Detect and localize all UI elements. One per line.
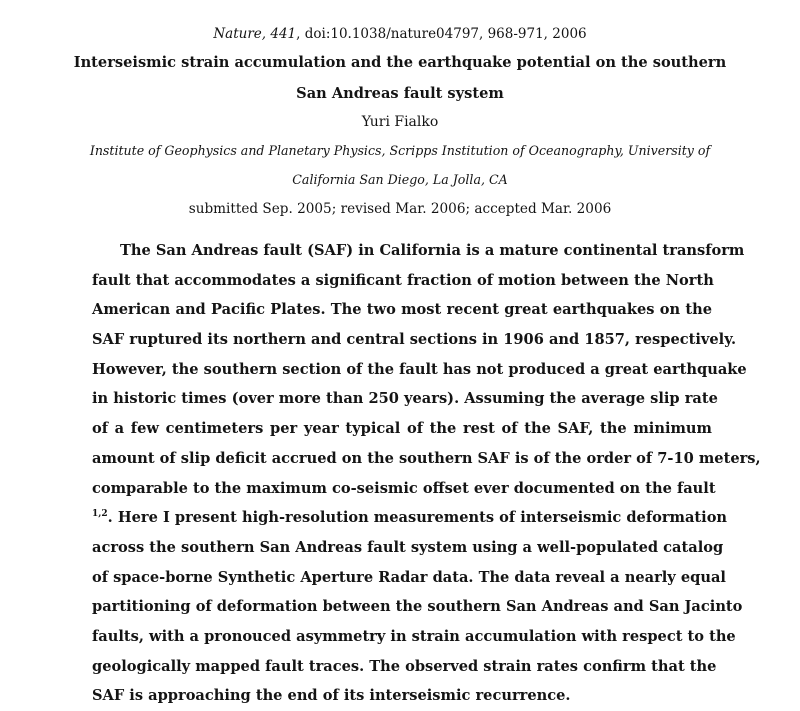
affiliation-line-1: Institute of Geophysics and Planetary Physics, Scripps Institution of Oceanography, University of — [89, 143, 711, 158]
affiliation-line-2: California San Diego, La Jolla, CA — [292, 172, 508, 187]
abstract-line: The San Andreas fault (SAF) in California is a mature continental transform — [120, 242, 745, 259]
submission-dates: submitted Sep. 2005; revised Mar. 2006; accepted Mar. 2006 — [188, 201, 612, 217]
abstract — [92, 236, 761, 711]
abstract-line: fault that accommodates a significant fraction of motion between the North — [92, 271, 714, 289]
abstract-line-last: SAF is approaching the end of its interseismic recurrence. — [92, 687, 571, 705]
abstract-line: comparable to the maximum co-seismic offset ever documented on the fault — [92, 479, 716, 497]
abstract-line: geologically mapped fault traces. The observed strain rates confirm that the — [92, 657, 717, 675]
abstract-line: across the southern San Andreas fault system using a well-populated catalog — [92, 538, 724, 556]
abstract-line: faults, with a pronouced asymmetry in strain accumulation with respect to the — [92, 627, 736, 645]
abstract-line: amount of slip deficit accrued on the southern SAF is of the order of 7-10 meters, — [92, 449, 761, 467]
abstract-line: American and Pacific Plates. The two most recent great earthquakes on the — [92, 301, 712, 319]
abstract-line: in historic times (over more than 250 years). Assuming the average slip rate — [92, 390, 718, 408]
author-name: Yuri Fialko — [361, 114, 439, 130]
abstract-line: of space-borne Synthetic Aperture Radar data. The data reveal a nearly equal — [92, 568, 726, 586]
abstract-line: of a few centimeters per year typical of the rest of the SAF, the minimum — [92, 420, 712, 438]
abstract-line: partitioning of deformation between the southern San Andreas and San Jacinto — [92, 598, 743, 616]
title-line-2: San Andreas fault system — [296, 85, 504, 102]
citation-line — [0, 26, 800, 42]
journal-name: Nature, — [213, 26, 267, 42]
reference-superscript: 1,2 — [92, 509, 108, 520]
abstract-line-with-reference — [92, 503, 728, 533]
abstract-line: SAF ruptured its northern and central sections in 1906 and 1857, respectively. — [92, 331, 737, 349]
abstract-line-rest: . Here I present high-resolution measurements of interseismic deformation — [107, 509, 728, 527]
title-line-1: Interseismic strain accumulation and the earthquake potential on the southern — [73, 54, 727, 71]
journal-volume: 441 — [270, 26, 297, 42]
citation-rest: , doi:10.1038/nature04797, 968-971, 2006 — [296, 26, 587, 42]
abstract-line: However, the southern section of the fault has not produced a great earthquake — [92, 360, 747, 378]
